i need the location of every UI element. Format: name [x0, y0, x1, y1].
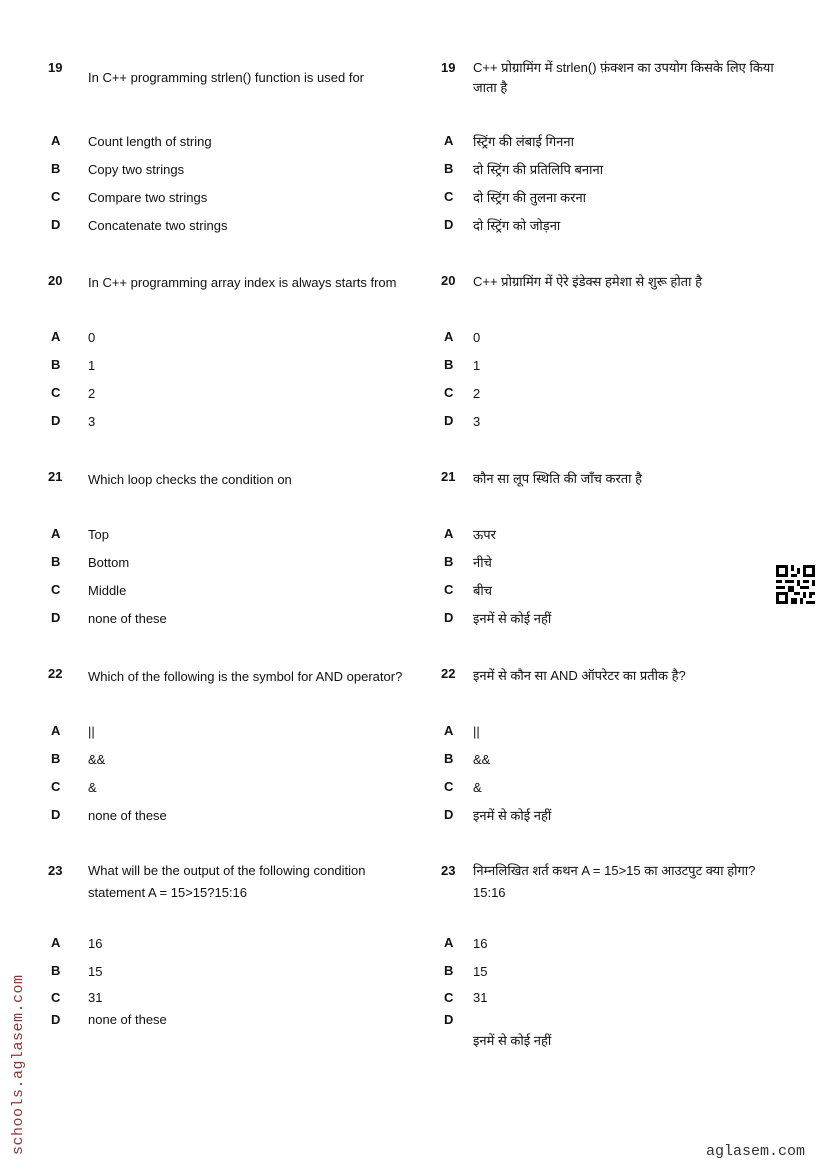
option-label: D — [51, 807, 61, 822]
option-label: C — [444, 582, 454, 597]
option-label: A — [51, 935, 61, 950]
option-hi: && — [473, 752, 491, 767]
option-en: 16 — [88, 936, 103, 951]
option-label: B — [51, 554, 61, 569]
option-hi: || — [473, 724, 480, 739]
question-number: 23 — [48, 863, 63, 878]
option-hi: 2 — [473, 386, 481, 401]
option-en: Count length of string — [88, 134, 212, 149]
question-text-hi: C++ प्रोग्रामिंग में strlen() फ़ंक्शन का उपयोग किसके लिए किया जाता है — [473, 60, 774, 95]
option-label: C — [51, 582, 61, 597]
option-hi: दो स्ट्रिंग की प्रतिलिपि बनाना — [473, 162, 604, 177]
option-hi: बीच — [473, 583, 493, 598]
question-text-en: In C++ programming array index is always starts from — [88, 275, 397, 290]
option-label: A — [51, 329, 61, 344]
option-label: B — [444, 751, 454, 766]
option-label: D — [444, 610, 454, 625]
option-hi: स्ट्रिंग की लंबाई गिनना — [473, 134, 574, 149]
option-hi: 16 — [473, 936, 488, 951]
option-label: B — [51, 161, 61, 176]
option-label: D — [51, 413, 61, 428]
option-label: B — [444, 161, 454, 176]
option-hi: इनमें से कोई नहीं — [473, 808, 552, 823]
question-number: 23 — [441, 863, 456, 878]
option-label: D — [444, 217, 454, 232]
option-hi: 31 — [473, 990, 488, 1005]
option-label: B — [51, 963, 61, 978]
option-label: D — [444, 807, 454, 822]
option-en: Copy two strings — [88, 162, 185, 177]
option-en: none of these — [88, 611, 167, 626]
footer-site-name: aglasem.com — [706, 1143, 806, 1160]
option-label: B — [51, 357, 61, 372]
option-label: A — [51, 723, 61, 738]
option-en: 0 — [88, 330, 96, 345]
option-label: B — [51, 751, 61, 766]
option-label: B — [444, 554, 454, 569]
watermark: schools.aglasem.com — [10, 974, 27, 1155]
option-label: A — [444, 329, 454, 344]
option-hi: 1 — [473, 358, 481, 373]
option-label: C — [444, 189, 454, 204]
option-hi: 15 — [473, 964, 488, 979]
question-text-hi: निम्नलिखित शर्त कथन A = 15>15 का आउटपुट क्या होगा?15:16 — [473, 863, 756, 900]
option-en: Bottom — [88, 555, 130, 570]
option-en: 15 — [88, 964, 103, 979]
option-label: A — [51, 526, 61, 541]
option-label: C — [444, 385, 454, 400]
option-label: C — [51, 990, 61, 1005]
option-hi: नीचे — [473, 555, 492, 570]
option-label: C — [51, 779, 61, 794]
question-text-hi: C++ प्रोग्रामिंग में ऐरे इंडेक्स हमेशा से शुरू होता है — [473, 274, 702, 289]
option-en: none of these — [88, 1012, 167, 1027]
option-en: & — [88, 780, 97, 795]
option-en: 3 — [88, 414, 96, 429]
option-hi: & — [473, 780, 482, 795]
question-text-en: In C++ programming strlen() function is used for — [88, 70, 365, 85]
question-number: 19 — [441, 60, 456, 75]
question-number: 22 — [441, 666, 456, 681]
question-text-en: What will be the output of the following condition statement A = 15>15?15:16 — [88, 863, 366, 900]
option-label: A — [444, 133, 454, 148]
option-en: 1 — [88, 358, 96, 373]
option-en: Top — [88, 527, 109, 542]
option-hi: ऊपर — [473, 527, 496, 542]
question-number: 21 — [48, 469, 63, 484]
option-en: 31 — [88, 990, 103, 1005]
option-hi: इनमें से कोई नहीं — [473, 611, 552, 626]
option-hi: दो स्ट्रिंग की तुलना करना — [473, 190, 587, 205]
option-label: B — [444, 963, 454, 978]
option-label: D — [51, 610, 61, 625]
option-en: Concatenate two strings — [88, 218, 228, 233]
question-text-hi: कौन सा लूप स्थिति की जाँच करता है — [473, 471, 643, 486]
option-label: D — [444, 1012, 454, 1027]
option-label: D — [51, 1012, 61, 1027]
question-number: 20 — [441, 273, 456, 288]
option-hi: 0 — [473, 330, 481, 345]
option-en: Middle — [88, 583, 127, 598]
option-label: B — [444, 357, 454, 372]
option-label: D — [51, 217, 61, 232]
option-label: C — [444, 990, 454, 1005]
question-text-en: Which of the following is the symbol for AND operator? — [88, 669, 403, 684]
option-hi: इनमें से कोई नहीं — [473, 1033, 552, 1048]
question-number: 20 — [48, 273, 63, 288]
question-number: 22 — [48, 666, 63, 681]
question-number: 21 — [441, 469, 456, 484]
option-label: A — [444, 526, 454, 541]
option-label: C — [51, 385, 61, 400]
option-hi: 3 — [473, 414, 481, 429]
option-label: A — [444, 723, 454, 738]
option-en: none of these — [88, 808, 167, 823]
question-number: 19 — [48, 60, 63, 75]
option-en: Compare two strings — [88, 190, 208, 205]
qr-code-icon — [776, 565, 815, 604]
option-en: || — [88, 724, 95, 739]
question-text-en: Which loop checks the condition on — [88, 472, 292, 487]
option-en: 2 — [88, 386, 96, 401]
option-label: C — [444, 779, 454, 794]
option-label: A — [51, 133, 61, 148]
option-en: && — [88, 752, 106, 767]
option-label: A — [444, 935, 454, 950]
option-label: C — [51, 189, 61, 204]
option-hi: दो स्ट्रिंग को जोड़ना — [473, 218, 561, 233]
option-label: D — [444, 413, 454, 428]
question-text-hi: इनमें से कौन सा AND ऑपरेटर का प्रतीक है? — [473, 668, 686, 683]
